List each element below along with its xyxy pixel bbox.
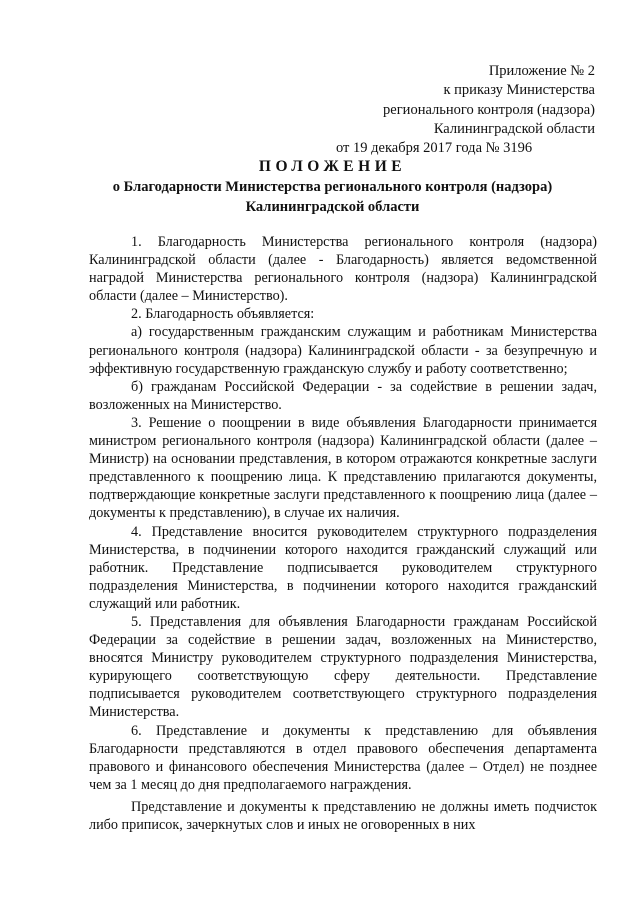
document-body (89, 233, 597, 834)
ministry-name: регионального контроля (надзора) (383, 101, 595, 118)
paragraph-4: 4. Представление вносится руководителем структурного подразделения Министерства, в подчинении которого находится гражданский служащий или работник. Представление подписывается руководителем структурного подразделения Министерства, в подчинении которого находится гражданский служащий или работник. (89, 523, 597, 612)
paragraph-6-continued: Представление и документы к представлению не должны иметь подчисток либо приписок, зачеркнутых слов и иных не оговоренных в них (89, 798, 597, 833)
appendix-header (330, 62, 595, 158)
region-name: Калининградской области (433, 120, 595, 137)
title-subtitle-line2: Калининградской области (245, 199, 420, 215)
paragraph-3: 3. Решение о поощрении в виде объявления Благодарности принимается министром регионального контроля (надзора) Калининградской области (далее – Министр) на основании представления, в котором отражаются конкретные заслуги представленного к поощрению лица. К представлению прилагаются документы, подтверждающие конкретные заслуги представленного к поощрению лица (далее – документы к представлению), в случае их наличия. (89, 414, 597, 522)
order-date-number: от 19 декабря 2017 года № 3196 (336, 140, 533, 157)
paragraph-1: 1. Благодарность Министерства регионального контроля (надзора) Калининградской области (далее - Благодарность) является ведомственной наградой Министерства регионального контроля (надзора) Калининградской области (далее – Министерство). (89, 234, 597, 305)
paragraph-2b: б) гражданам Российской Федерации - за содействие в решении задач, возложенных на Министерство. (89, 378, 597, 413)
paragraph-5: 5. Представления для объявления Благодарности гражданам Российской Федерации за содействие в решении задач, возложенных на Министерство, вносятся Министру руководителем структурного подразделения Министерства, курирующего соответствующую сферу деятельности. Представление подписывается руководителем соответствующего структурного подразделения Министерства. (89, 613, 597, 721)
appendix-number: Приложение № 2 (488, 63, 595, 79)
paragraph-6: 6. Представление и документы к представлению для объявления Благодарности представляются в отдел правового обеспечения департамента правового и финансового обеспечения Министерства (далее – Отдел) не позднее чем за 1 месяц до дня предполагаемого награждения. (89, 722, 597, 793)
document-title (60, 157, 605, 217)
order-reference: к приказу Министерства (443, 82, 595, 99)
title-main: ПОЛОЖЕНИЕ (258, 158, 407, 175)
paragraph-2: 2. Благодарность объявляется: (131, 306, 315, 323)
paragraph-2a: а) государственным гражданским служащим и работникам Министерства регионального контроля (надзора) Калининградской области - за безупречную и эффективную государственную гражданскую службу и работу соответственно; (89, 324, 597, 377)
title-subtitle-line1: о Благодарности Министерства регионального контроля (надзора) (112, 179, 553, 195)
